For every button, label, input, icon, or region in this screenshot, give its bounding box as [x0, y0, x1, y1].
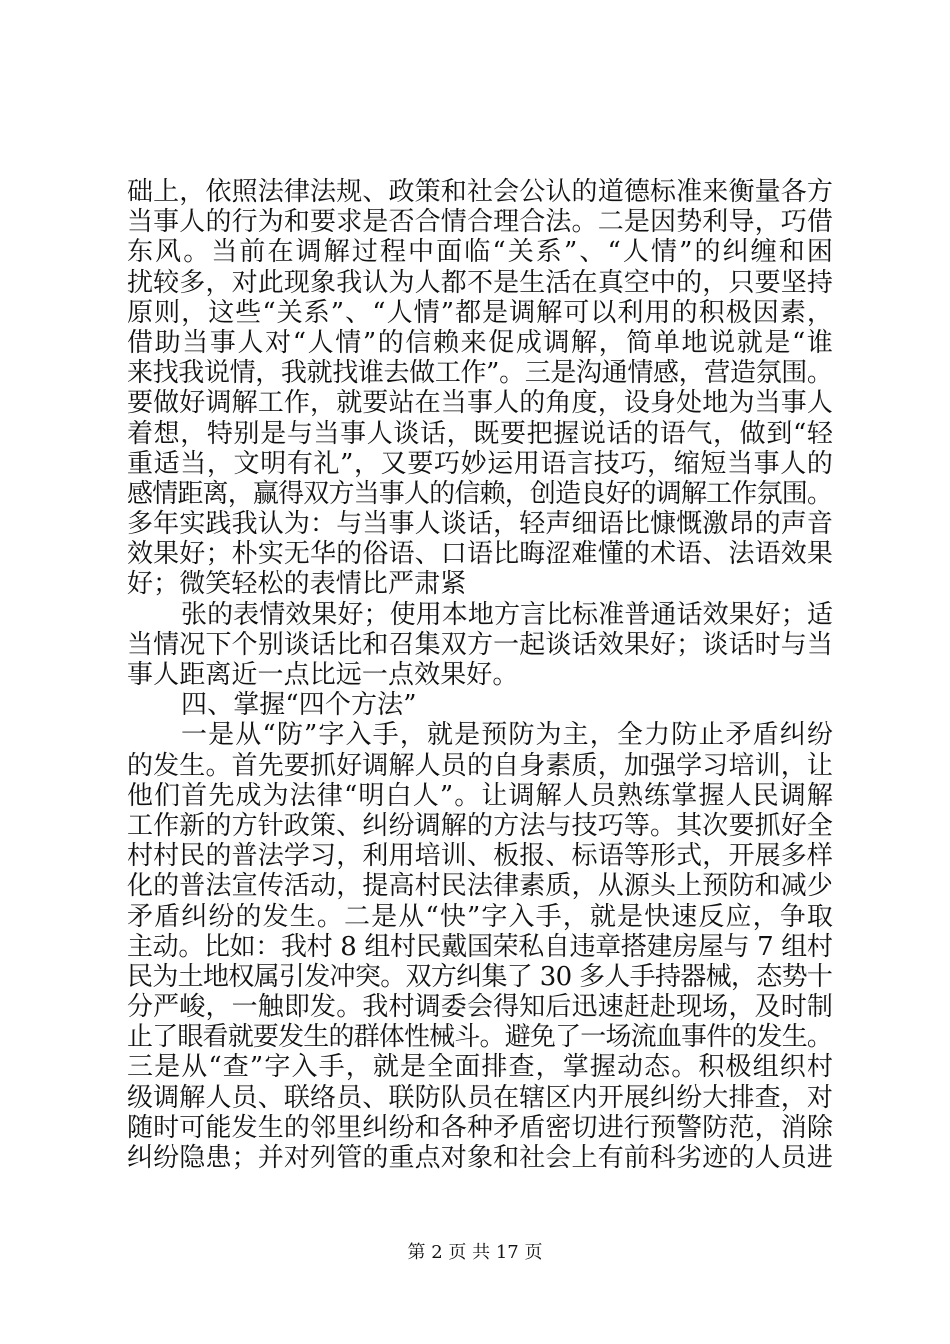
text-line: 他们首先成为法律“明白人”。让调解人员熟练掌握人民调解 — [127, 780, 835, 811]
text-line: 感情距离，赢得双方当事人的信赖，创造良好的调解工作氛围。 — [127, 478, 833, 509]
text-line: 张的表情效果好；使用本地方言比标准普通话效果好；适 — [181, 599, 833, 630]
text-line: 一是从“防”字入手，就是预防为主，全力防止矛盾纠纷 — [181, 720, 835, 751]
text-line: 民为土地权属引发冲突。双方纠集了 30 多人手持器械，态势十 — [127, 961, 833, 992]
text-line: 效果好；朴实无华的俗语、口语比晦涩难懂的术语、法语效果 — [127, 539, 834, 570]
text-line: 村村民的普法学习，利用培训、板报、标语等形式，开展多样 — [127, 841, 834, 872]
text-line: 要做好调解工作，就要站在当事人的角度，设身处地为当事人 — [127, 388, 834, 419]
text-line: 事人距离近一点比远一点效果好。 — [127, 660, 519, 690]
body-text — [127, 177, 833, 1173]
text-line: 当事人的行为和要求是否合情合理合法。二是因势利导，巧借 — [127, 207, 834, 238]
text-line: 础上，依照法律法规、政策和社会公认的道德标准来衡量各方 — [127, 177, 834, 207]
text-line: 好；微笑轻松的表情比严肃紧 — [127, 569, 467, 600]
text-line: 分严峻，一触即发。我村调委会得知后迅速赶赴现场，及时制 — [127, 992, 834, 1023]
text-line: 重适当，文明有礼”，又要巧妙运用语言技巧，缩短当事人的 — [127, 448, 834, 479]
text-line: 来找我说情，我就找谁去做工作”。三是沟通情感，营造氛围。 — [127, 358, 833, 389]
text-line: 原则，这些“关系”、“人情”都是调解可以利用的积极因素， — [127, 297, 834, 328]
text-line: 化的普法宣传活动，提高村民法律素质，从源头上预防和减少 — [127, 871, 834, 902]
text-line: 随时可能发生的邻里纠纷和各种矛盾密切进行预警防范，消除 — [127, 1112, 834, 1143]
text-line: 多年实践我认为：与当事人谈话，轻声细语比慷慨激昂的声音 — [127, 509, 834, 540]
text-line: 东风。当前在调解过程中面临“关系”、“人情”的纠缠和困 — [127, 237, 835, 268]
text-line: 级调解人员、联络员、联防队员在辖区内开展纠纷大排查，对 — [127, 1082, 834, 1113]
text-line: 工作新的方针政策、纠纷调解的方法与技巧等。其次要抓好全 — [127, 810, 834, 841]
text-line: 四、掌握“四个方法” — [181, 690, 417, 721]
text-line: 矛盾纠纷的发生。二是从“快”字入手，就是快速反应，争取 — [127, 901, 835, 932]
text-line: 扰较多，对此现象我认为人都不是生活在真空中的，只要坚持 — [127, 267, 834, 298]
text-line: 主动。比如：我村 8 组村民戴国荣私自违章搭建房屋与 7 组村 — [127, 931, 833, 962]
text-line: 当情况下个别谈话比和召集双方一起谈话效果好；谈话时与当 — [127, 629, 834, 660]
page-footer: 第 2 页 共 17 页 — [407, 1242, 543, 1263]
text-line: 借助当事人对“人情”的信赖来促成调解，简单地说就是“谁 — [127, 327, 835, 358]
text-line: 的发生。首先要抓好调解人员的自身素质，加强学习培训，让 — [127, 750, 834, 781]
text-line: 三是从“查”字入手，就是全面排查，掌握动态。积极组织村 — [127, 1052, 835, 1083]
text-line: 着想，特别是与当事人谈话，既要把握说话的语气，做到“轻 — [127, 418, 834, 449]
text-line: 纠纷隐患；并对列管的重点对象和社会上有前科劣迹的人员进 — [127, 1143, 834, 1173]
text-line: 止了眼看就要发生的群体性械斗。避免了一场流血事件的发生。 — [127, 1022, 833, 1053]
